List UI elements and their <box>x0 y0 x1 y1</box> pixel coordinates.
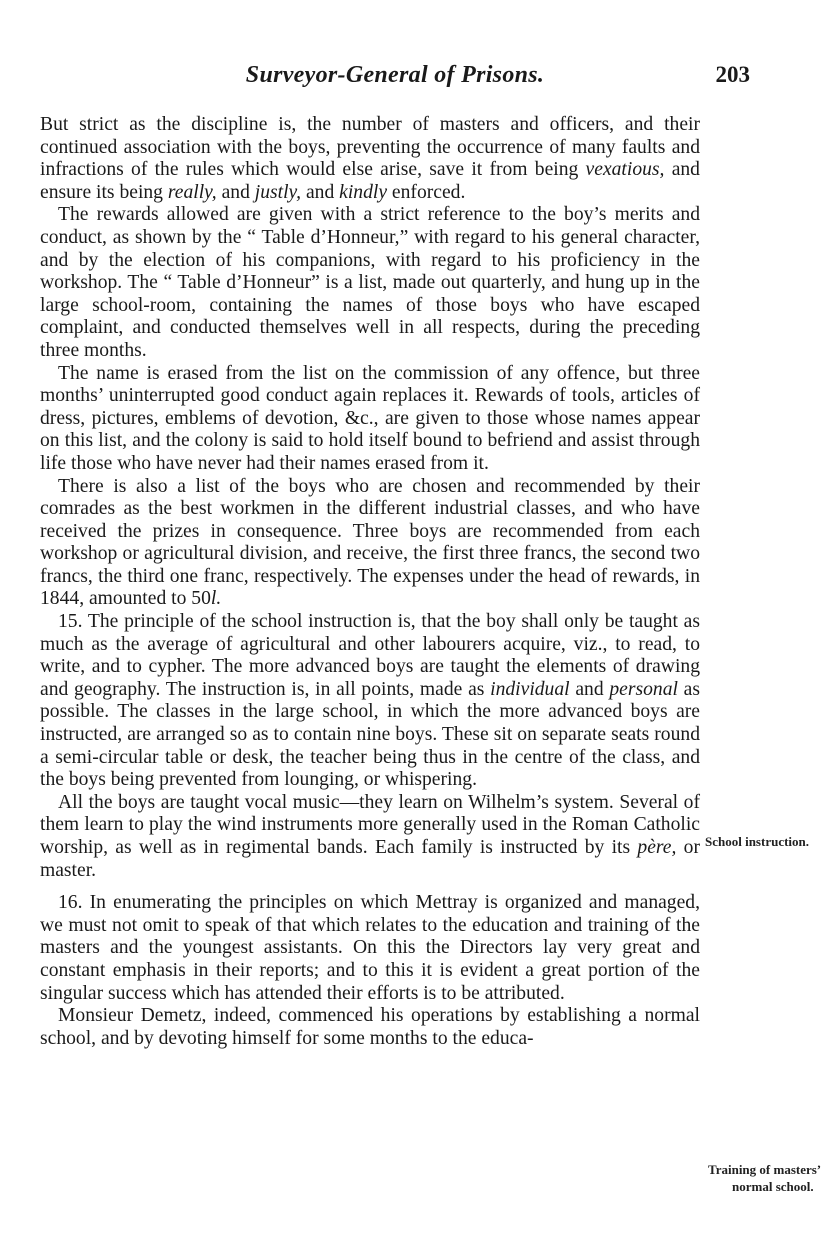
italic-run: vexatious, <box>585 159 665 181</box>
margin-note-training-line2: normal school. <box>732 1179 814 1194</box>
paragraph: The name is erased from the list on the commission of any offence, but three months’ uninterrupted good conduct again replaces it. Rewards of tools, articles of dress, pictures, emblems of devotion, &c., are given to those whose names appear on this list, and the colony is said to hold itself bound to befriend and assist through life those who have never had their names erased from it. <box>40 362 700 474</box>
margin-note-school-instruction: School instruction. <box>705 834 810 849</box>
paragraph-section-15: 15. The principle of the school instruction is, that the boy shall only be taught as much as the average of agricultural and other labourers acquire, viz., to read, to write, and to cypher. The more advanced boys are taught the elements of drawing and geography. The instruction is, in all points, made as individual and personal as possible. The classes in the large school, in which the more advanced boys are instructed, are arranged so as to contain nine boys. These sit on separate seats round a semi-circular table or desk, the teacher being thus in the centre of the class, and the boys being prevented from lounging, or whispering. <box>40 611 700 791</box>
italic-run: personal <box>609 678 678 700</box>
paragraph-section-16: 16. In enumerating the principles on which Mettray is organized and managed, we must not omit to speak of that which relates to the education and training of the masters and the youngest assistants. On this the Directors lay very great and constant emphasis in their reports; and to this it is evident a great portion of the singular success which has attended their efforts is to be attributed. <box>40 892 700 1004</box>
margin-note-training-line1: Training of masters’ <box>708 1162 821 1177</box>
page-header <box>40 62 750 96</box>
italic-run: individual <box>490 678 570 700</box>
italic-run: l. <box>210 588 222 610</box>
running-title: Surveyor-General of Prisons. <box>245 62 545 88</box>
body-text <box>40 114 700 1050</box>
paragraph: The rewards allowed are given with a strict reference to the boy’s merits and conduct, as shown by the “ Table d’Honneur,” with regard to his general character, and by the election of his companions, with regard to his proficiency in the workshop. The “ Table d’Honneur” is a list, made out quarterly, and hung up in the large school-room, containing the names of those boys who have escaped complaint, and conducted themselves well in all respects, during the preceding three months. <box>40 204 700 361</box>
paragraph: All the boys are taught vocal music—they learn on Wilhelm’s system. Several of them learn to play the wind instruments more generally used in the Roman Catholic worship, as well as in regimental bands. Each family is instructed by its père, or master. <box>40 791 700 881</box>
paragraph: Monsieur Demetz, indeed, commenced his operations by establishing a normal school, and by devoting himself for some months to the educa- <box>40 1005 700 1049</box>
italic-run: kindly <box>339 181 388 203</box>
italic-run: père, <box>637 837 677 858</box>
italic-run: justly, <box>254 181 302 203</box>
paragraph: But strict as the discipline is, the number of masters and officers, and their continued association with the boys, preventing the occurrence of many faults and infractions of the rules which would else arise, save it from being vexatious, and ensure its being really, and justly, and kindly enforced. <box>40 114 700 203</box>
page-number: 203 <box>715 62 750 87</box>
paragraph: There is also a list of the boys who are chosen and recommended by their comrades as the best workmen in the different industrial classes, and who have received the prizes in consequence. Three boys are recommended from each workshop or agricultural division, and receive, the first three francs, the second two francs, the third one franc, respectively. The expenses under the head of rewards, in 1844, amounted to 50l. <box>40 475 700 610</box>
italic-run: really, <box>167 181 217 203</box>
